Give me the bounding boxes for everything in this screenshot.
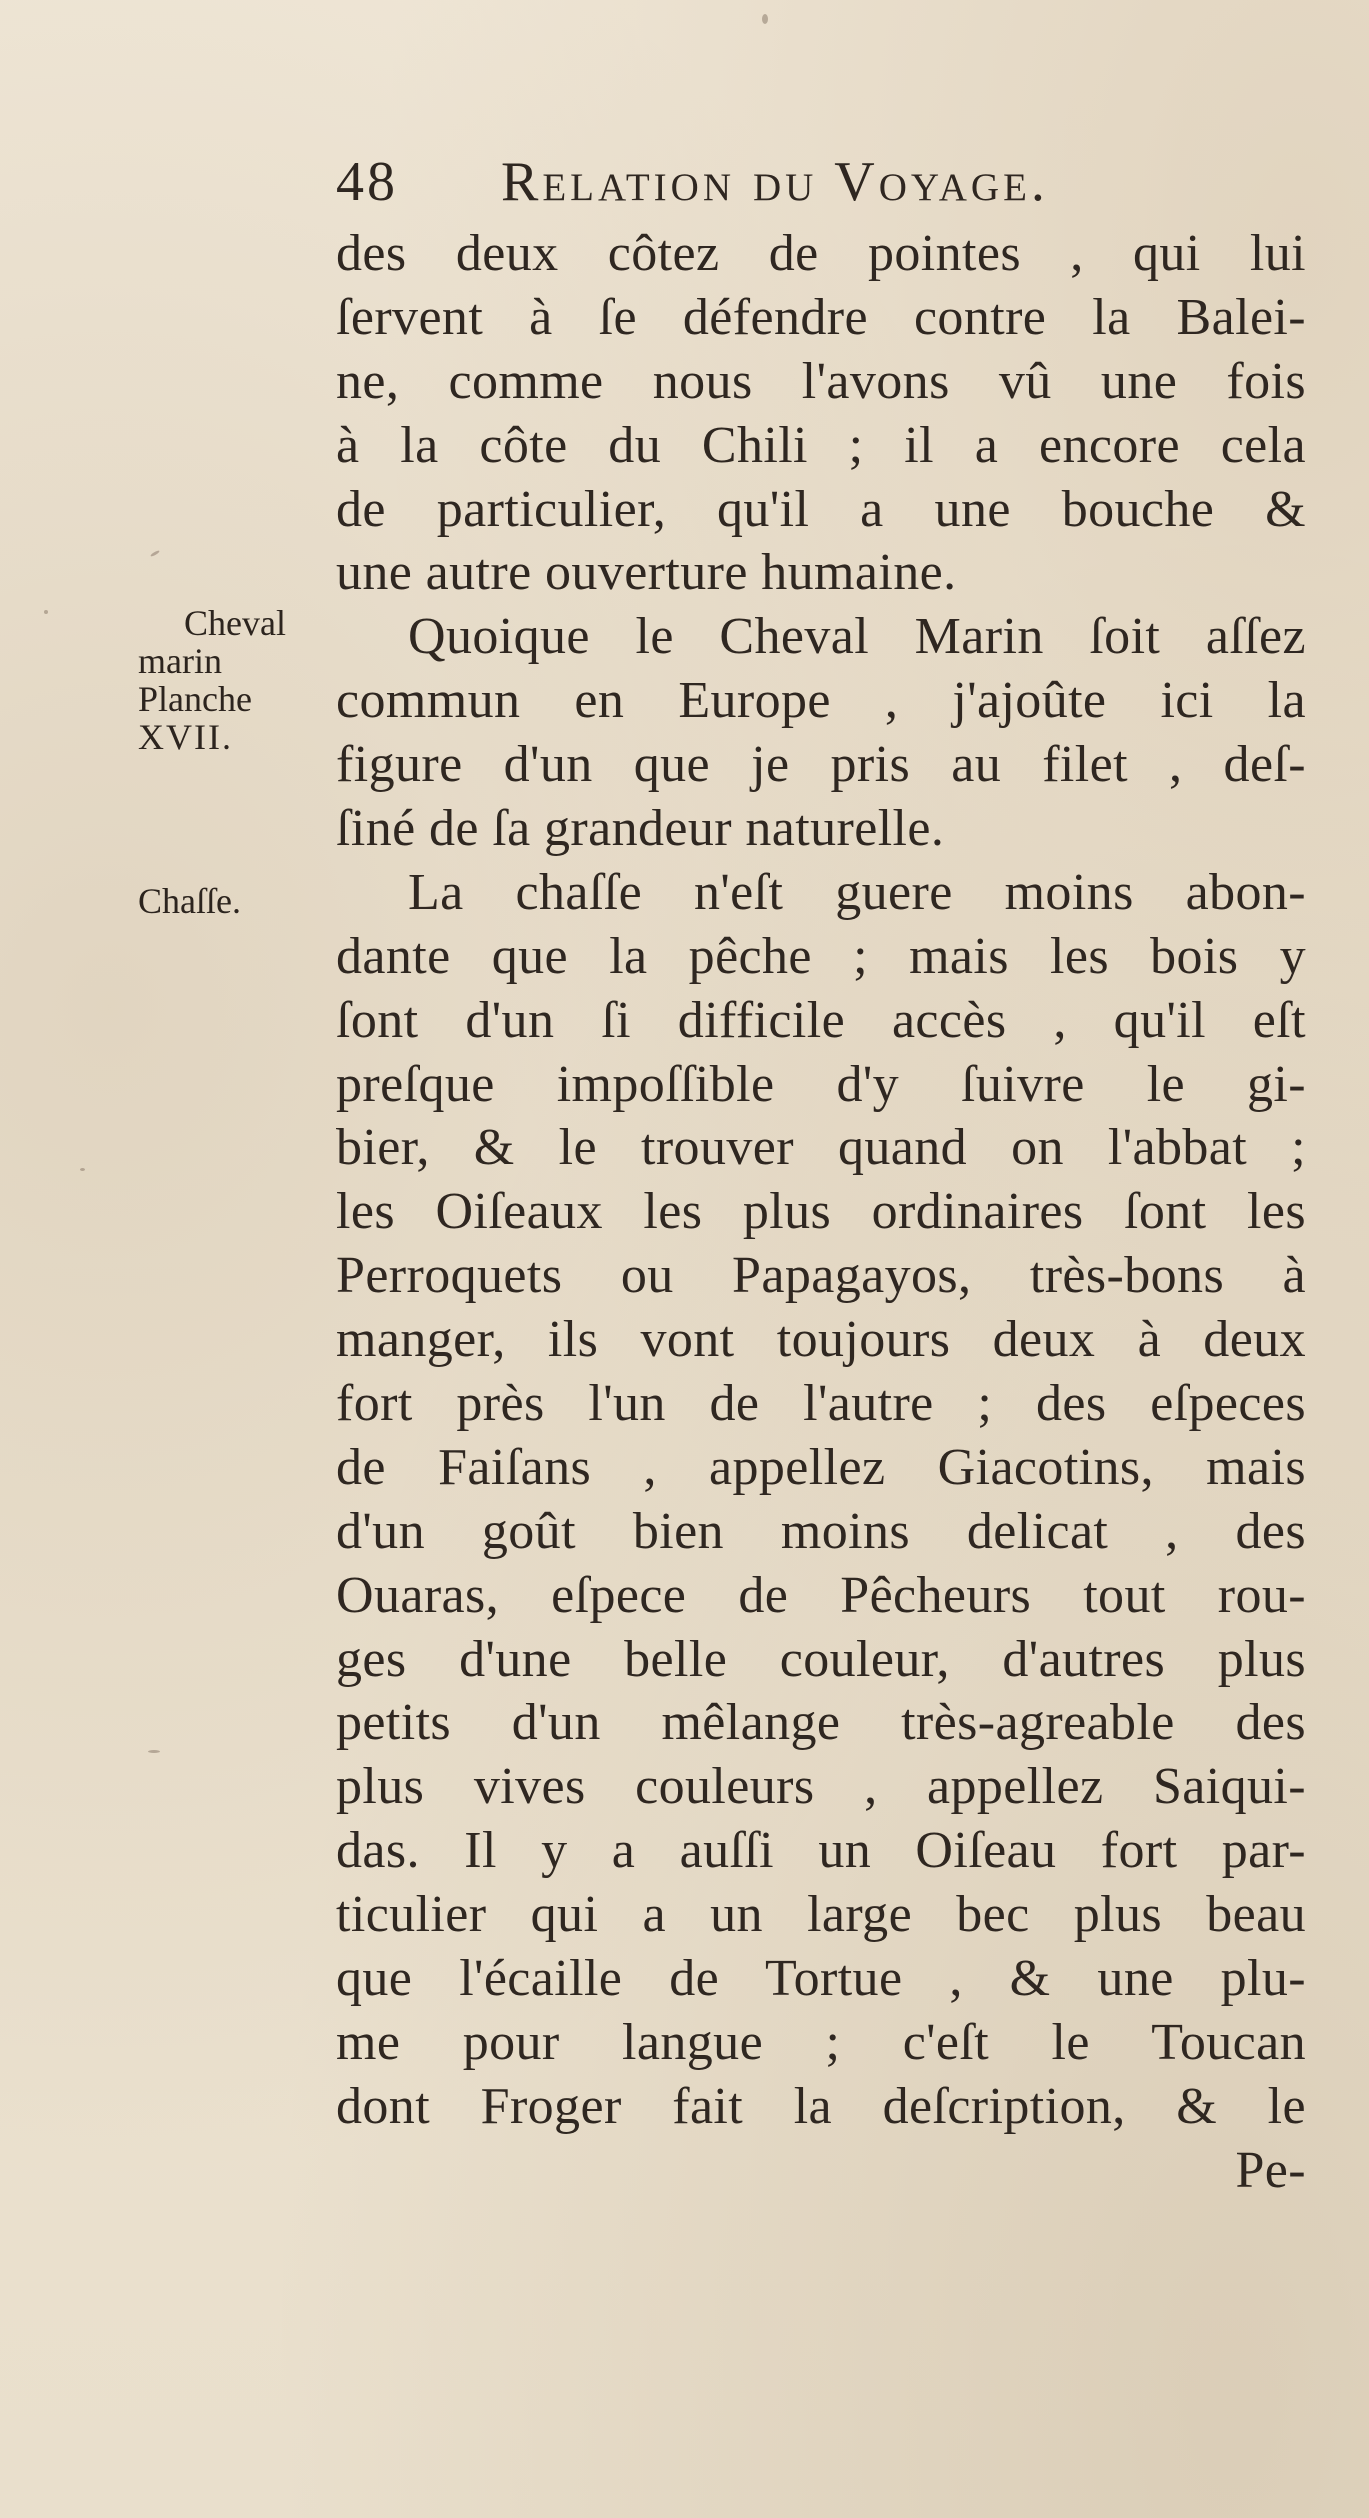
text-line: ſiné de ſa grandeur naturelle. bbox=[336, 800, 945, 858]
margin-note-cheval-line-2: marin bbox=[138, 641, 222, 681]
text-line: dante que la pêche ; mais les bois y bbox=[336, 927, 1306, 985]
text-line: plus vives couleurs , appellez Saiqui- bbox=[336, 1758, 1306, 1816]
text-line: ſont d'un ſi difficile accès , qu'il eſt bbox=[336, 991, 1306, 1049]
margin-note-cheval-line-4: XVII. bbox=[138, 717, 233, 757]
running-title: Relation du Voyage. bbox=[501, 151, 1049, 213]
text-line: à la côte du Chili ; il a encore cela bbox=[336, 416, 1306, 474]
text-line: que l'écaille de Tortue , & une plu- bbox=[336, 1950, 1306, 2008]
paper-speck bbox=[44, 610, 48, 614]
page-header bbox=[336, 150, 1326, 220]
text-line: les Oiſeaux les plus ordinaires ſont les bbox=[336, 1183, 1306, 1241]
paper-speck bbox=[150, 550, 160, 558]
text-line: ges d'une belle couleur, d'autres plus bbox=[336, 1630, 1306, 1688]
text-line: Ouaras, eſpece de Pêcheurs tout rou- bbox=[336, 1566, 1306, 1624]
paper-speck bbox=[762, 14, 768, 24]
text-line: d'un goût bien moins delicat , des bbox=[336, 1502, 1306, 1560]
margin-note-chasse: Chaſſe. bbox=[138, 881, 241, 921]
text-line: une autre ouverture humaine. bbox=[336, 544, 957, 602]
text-line: Quoique le Cheval Marin ſoit aſſez bbox=[408, 608, 1306, 666]
body-text bbox=[336, 222, 1306, 2203]
text-line: Perroquets ou Papagayos, très-bons à bbox=[336, 1247, 1306, 1305]
text-line: ne, comme nous l'avons vû une fois bbox=[336, 352, 1306, 410]
text-line: de Faiſans , appellez Giacotins, mais bbox=[336, 1438, 1306, 1496]
paper-speck bbox=[148, 1750, 160, 1753]
text-line: manger, ils vont toujours deux à deux bbox=[336, 1311, 1306, 1369]
text-line: de particulier, qu'il a une bouche & bbox=[336, 480, 1306, 538]
text-line: figure d'un que je pris au filet , deſ- bbox=[336, 736, 1306, 794]
text-line: des deux côtez de pointes , qui lui bbox=[336, 225, 1306, 282]
catchword: Pe- bbox=[1235, 2141, 1306, 2199]
text-line: commun en Europe , j'ajoûte ici la bbox=[336, 672, 1306, 730]
text-line: ſervent à ſe défendre contre la Balei- bbox=[336, 288, 1306, 346]
margin-note-cheval-line-1: Cheval bbox=[184, 603, 286, 643]
text-line: dont Froger fait la deſcription, & le bbox=[336, 2077, 1306, 2135]
text-line: das. Il y a auſſi un Oiſeau fort par- bbox=[336, 1822, 1306, 1880]
page-number: 48 bbox=[336, 151, 398, 213]
text-line: La chaſſe n'eſt guere moins abon- bbox=[408, 863, 1306, 921]
margin-note-cheval-line-3: Planche bbox=[138, 679, 252, 719]
paper-speck bbox=[80, 1168, 85, 1171]
margin-notes bbox=[138, 603, 328, 921]
text-line: bier, & le trouver quand on l'abbat ; bbox=[336, 1119, 1306, 1177]
text-line: me pour langue ; c'eſt le Toucan bbox=[336, 2013, 1306, 2071]
text-line: petits d'un mêlange très-agreable des bbox=[336, 1694, 1306, 1752]
text-line: ticulier qui a un large bec plus beau bbox=[336, 1886, 1306, 1944]
text-line: preſque impoſſible d'y ſuivre le gi- bbox=[336, 1055, 1306, 1113]
text-line: fort près l'un de l'autre ; des eſpeces bbox=[336, 1375, 1306, 1433]
